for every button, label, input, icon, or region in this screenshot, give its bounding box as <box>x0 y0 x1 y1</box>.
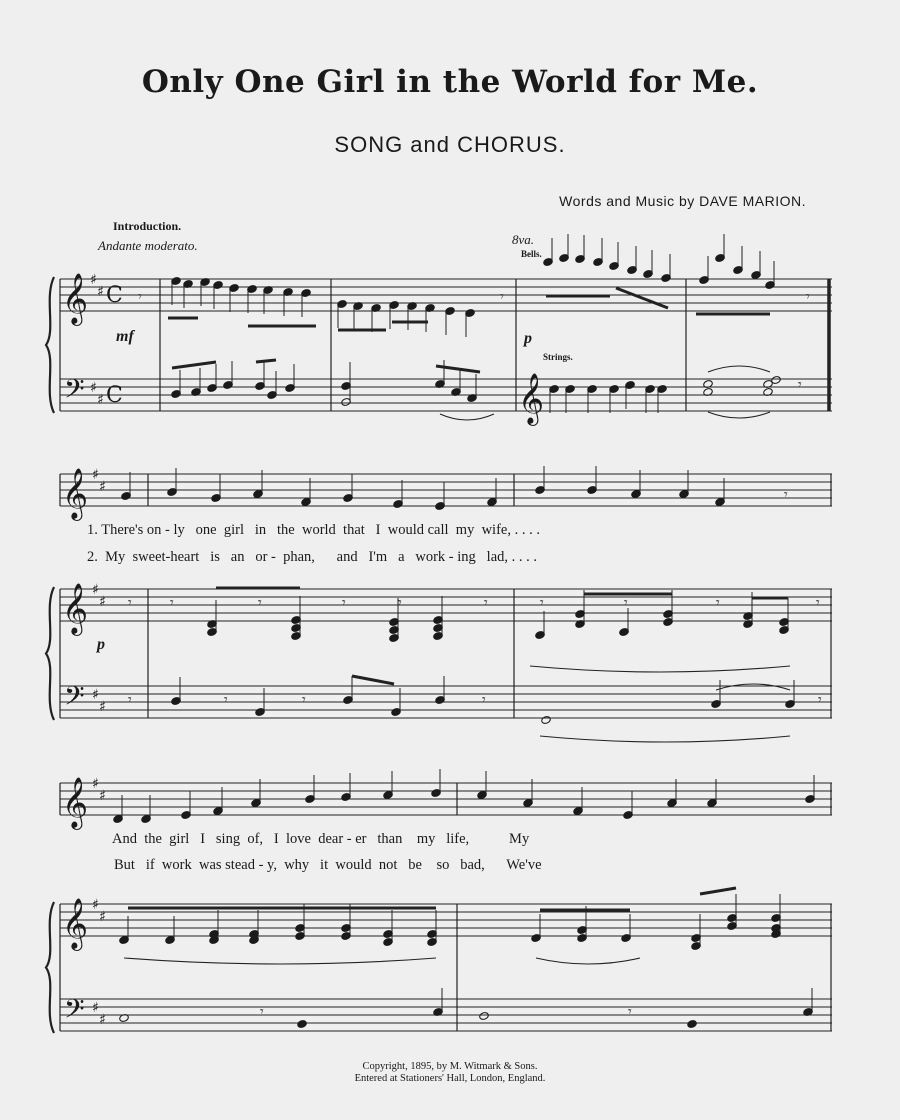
eighth-rest: 𝄾 <box>260 1004 264 1020</box>
slur <box>540 736 790 742</box>
eighth-rest: 𝄾 <box>806 289 810 305</box>
note-head <box>479 1011 489 1020</box>
sharp-sign: ♯ <box>92 467 99 483</box>
eighth-rest: 𝄾 <box>258 595 262 611</box>
sharp-sign: ♯ <box>99 594 106 610</box>
time-signature: C <box>106 383 123 408</box>
eighth-rest: 𝄾 <box>816 595 820 611</box>
sharp-sign: ♯ <box>97 392 104 408</box>
brace <box>46 277 54 413</box>
song-title: Only One Girl in the World for Me. <box>141 64 759 100</box>
beam <box>256 360 276 362</box>
brace <box>46 587 54 720</box>
lyrics-system2-verse2: 2. My sweet-heart is an or - phan, and I'm a work - ing lad, . . . . <box>87 549 538 565</box>
slur <box>536 958 640 964</box>
composer-credit: Words and Music by DAVE MARION. <box>559 193 806 209</box>
dynamic-mf: mf <box>116 328 134 345</box>
eighth-rest: 𝄾 <box>716 595 720 611</box>
introduction-label: Introduction. <box>113 219 182 233</box>
copyright-line-1: Copyright, 1895, by M. Witmark & Sons. <box>362 1061 538 1072</box>
sharp-sign: ♯ <box>99 479 106 495</box>
eighth-rest: 𝄾 <box>128 595 132 611</box>
slur <box>708 412 770 418</box>
lyrics-system3-verse2: But if work was stead - y, why it would not be so bad, We've <box>114 857 542 873</box>
bass-clef: 𝄢 <box>64 373 85 411</box>
lyrics-system2-verse1: 1. There's on - ly one girl in the world that I would call my wife, . . . . <box>87 522 540 538</box>
sharp-sign: ♯ <box>90 272 97 288</box>
beam <box>700 888 736 894</box>
treble-clef: 𝄞 <box>62 583 89 634</box>
eighth-rest: 𝄾 <box>128 692 132 708</box>
eighth-rest: 𝄾 <box>798 377 802 393</box>
slur <box>530 666 790 672</box>
beam <box>172 362 216 368</box>
sharp-sign: ♯ <box>92 687 99 703</box>
bass-clef: 𝄢 <box>64 993 85 1031</box>
brace <box>46 902 54 1033</box>
sharp-sign: ♯ <box>92 897 99 913</box>
note-head <box>541 715 551 724</box>
treble-clef: 𝄞 <box>62 777 89 828</box>
sharp-sign: ♯ <box>92 582 99 598</box>
bass-clef: 𝄢 <box>64 680 85 718</box>
slur <box>716 684 790 690</box>
strings-label: Strings. <box>543 352 573 362</box>
eighth-rest: 𝄾 <box>302 692 306 708</box>
slur <box>440 414 494 420</box>
octave-marking: 8va. <box>512 232 535 247</box>
beam <box>436 366 480 372</box>
treble-clef: 𝄞 <box>62 273 89 324</box>
lyrics-system3-verse1: And the girl I sing of, I love dear - er than my life, My <box>112 831 530 847</box>
sharp-sign: ♯ <box>99 699 106 715</box>
copyright-line-2: Entered at Stationers' Hall, London, England. <box>354 1073 546 1084</box>
sharp-sign: ♯ <box>97 284 104 300</box>
song-subtitle: SONG and CHORUS. <box>334 132 566 157</box>
eighth-rest: 𝄾 <box>628 1004 632 1020</box>
treble-clef: 𝄞 <box>62 898 89 949</box>
sharp-sign: ♯ <box>92 1000 99 1016</box>
treble-clef: 𝄞 <box>62 468 89 519</box>
note-head <box>687 1019 697 1028</box>
eighth-rest: 𝄾 <box>138 289 142 305</box>
slur <box>124 958 436 964</box>
sharp-sign: ♯ <box>90 380 97 396</box>
time-signature: C <box>106 283 123 308</box>
eighth-rest: 𝄾 <box>224 692 228 708</box>
slur <box>708 366 770 372</box>
sharp-sign: ♯ <box>92 776 99 792</box>
dynamic-p-verse: p <box>97 636 105 653</box>
dynamic-p-intro: p <box>524 330 532 347</box>
beam <box>616 288 668 308</box>
eighth-rest: 𝄾 <box>170 595 174 611</box>
beam <box>352 676 394 684</box>
eighth-rest: 𝄾 <box>818 692 822 708</box>
bells-label: Bells. <box>521 249 542 259</box>
eighth-rest: 𝄾 <box>398 595 402 611</box>
tempo-marking: Andante moderato. <box>98 238 198 253</box>
eighth-rest: 𝄾 <box>484 595 488 611</box>
sharp-sign: ♯ <box>99 909 106 925</box>
treble-clef: 𝄞 <box>518 373 545 424</box>
eighth-rest: 𝄾 <box>784 487 788 503</box>
eighth-rest: 𝄾 <box>500 289 504 305</box>
eighth-rest: 𝄾 <box>624 595 628 611</box>
sharp-sign: ♯ <box>99 788 106 804</box>
sharp-sign: ♯ <box>99 1012 106 1028</box>
note-head <box>297 1019 307 1028</box>
eighth-rest: 𝄾 <box>540 595 544 611</box>
eighth-rest: 𝄾 <box>482 692 486 708</box>
eighth-rest: 𝄾 <box>342 595 346 611</box>
